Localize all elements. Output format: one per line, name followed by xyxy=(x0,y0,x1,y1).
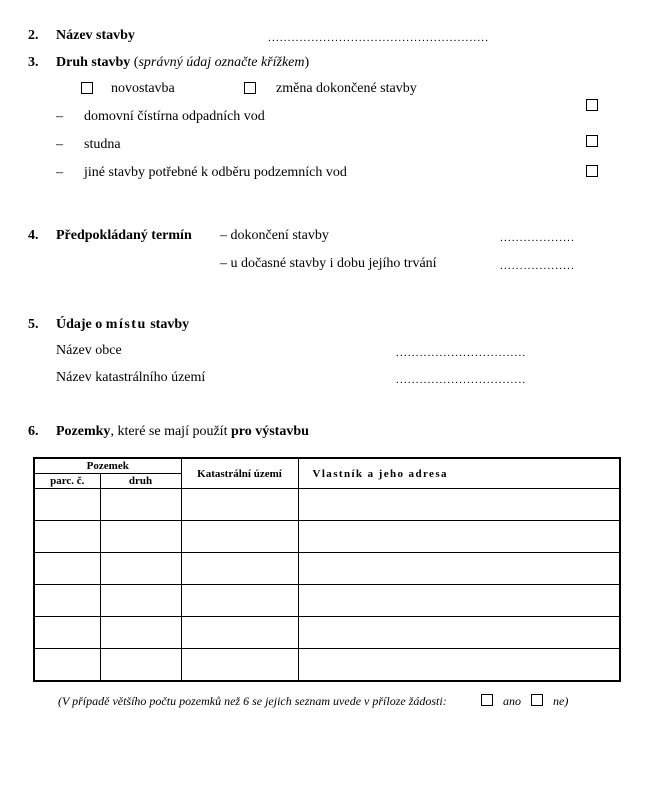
cell-parcel[interactable] xyxy=(34,649,100,681)
table-row xyxy=(34,617,620,649)
municipality-field[interactable]: ................................. xyxy=(396,347,527,359)
cell-cadastral[interactable] xyxy=(181,521,298,553)
table-row xyxy=(34,521,620,553)
plots-label: Pozemky xyxy=(56,424,111,439)
municipality-label: Název obce xyxy=(56,343,122,358)
plots-heading xyxy=(56,424,309,440)
option-wastewater-plant: domovní čístírna odpadních vod xyxy=(84,109,265,124)
change-building-label: změna dokončené stavby xyxy=(276,81,417,96)
site-info-label-a: Údaje o xyxy=(56,317,103,332)
cell-owner[interactable] xyxy=(298,521,620,553)
table-row xyxy=(34,553,620,585)
header-type: druh xyxy=(100,474,181,489)
cell-owner[interactable] xyxy=(298,585,620,617)
header-cadastral: Katastrální území xyxy=(181,458,298,489)
cell-type[interactable] xyxy=(100,617,181,649)
dash-2: – xyxy=(56,137,63,152)
cell-type[interactable] xyxy=(100,649,181,681)
building-type-hint: správný údaj označte křížkem xyxy=(138,55,305,70)
header-owner: Vlastník a jeho adresa xyxy=(298,458,620,489)
completion-field[interactable]: ................... xyxy=(500,232,576,244)
new-building-label: novostavba xyxy=(111,81,175,96)
cell-parcel[interactable] xyxy=(34,553,100,585)
checkbox-attachment-yes[interactable] xyxy=(481,694,493,706)
cadastral-area-label: Název katastrálního území xyxy=(56,370,206,385)
completion-label: – dokončení stavby xyxy=(220,228,329,243)
header-plot: Pozemek xyxy=(34,458,181,474)
plots-note: (V případě většího počtu pozemků než 6 se jejich seznam uvede v příloze žádosti: xyxy=(58,694,447,708)
temporary-duration-field[interactable]: ................... xyxy=(500,260,576,272)
building-type-heading xyxy=(56,55,309,71)
expected-date-label: Předpokládaný termín xyxy=(56,228,192,243)
cell-type[interactable] xyxy=(100,553,181,585)
cell-parcel[interactable] xyxy=(34,585,100,617)
section-5-number: 5. xyxy=(28,317,39,332)
plots-label-end: pro výstavbu xyxy=(230,424,309,439)
cell-owner[interactable] xyxy=(298,617,620,649)
cell-parcel[interactable] xyxy=(34,489,100,521)
note-no-label: ne) xyxy=(553,694,569,708)
cell-owner[interactable] xyxy=(298,649,620,681)
cell-cadastral[interactable] xyxy=(181,553,298,585)
cell-cadastral[interactable] xyxy=(181,649,298,681)
note-yes-label: ano xyxy=(503,694,521,708)
option-well: studna xyxy=(84,137,121,152)
building-name-field[interactable]: ........................................................ xyxy=(268,32,490,44)
building-name-label: Název stavby xyxy=(56,28,135,43)
cell-parcel[interactable] xyxy=(34,521,100,553)
table-row xyxy=(34,585,620,617)
section-2-number: 2. xyxy=(28,28,39,43)
section-3-number: 3. xyxy=(28,55,39,70)
table-row xyxy=(34,649,620,681)
checkbox-new-building[interactable] xyxy=(81,82,93,94)
dash-3: – xyxy=(56,165,63,180)
cell-cadastral[interactable] xyxy=(181,617,298,649)
cell-owner[interactable] xyxy=(298,553,620,585)
site-info-label-b: místu xyxy=(105,317,147,332)
plots-table xyxy=(33,457,621,682)
checkbox-wastewater-plant[interactable] xyxy=(586,99,598,111)
hint-close: ) xyxy=(304,55,310,70)
table-row xyxy=(34,489,620,521)
checkbox-other-structures[interactable] xyxy=(586,165,598,177)
cadastral-area-field[interactable]: ................................. xyxy=(396,374,527,386)
checkbox-well[interactable] xyxy=(586,135,598,147)
checkbox-attachment-no[interactable] xyxy=(531,694,543,706)
site-info-label-c: stavby xyxy=(150,317,190,332)
temporary-duration-label: – u dočasné stavby i dobu jejího trvání xyxy=(220,256,437,271)
building-type-label: Druh stavby xyxy=(56,55,131,70)
option-other-structures: jiné stavby potřebné k odběru podzemních vod xyxy=(84,165,347,180)
cell-type[interactable] xyxy=(100,489,181,521)
plots-label-middle: , které se mají použít xyxy=(110,424,231,439)
cell-cadastral[interactable] xyxy=(181,489,298,521)
cell-type[interactable] xyxy=(100,585,181,617)
site-info-label xyxy=(56,317,189,333)
cell-type[interactable] xyxy=(100,521,181,553)
cell-parcel[interactable] xyxy=(34,617,100,649)
checkbox-change-building[interactable] xyxy=(244,82,256,94)
section-4-number: 4. xyxy=(28,228,39,243)
section-6-number: 6. xyxy=(28,424,39,439)
cell-owner[interactable] xyxy=(298,489,620,521)
cell-cadastral[interactable] xyxy=(181,585,298,617)
header-parcel-number: parc. č. xyxy=(34,474,100,489)
dash-1: – xyxy=(56,109,63,124)
hint-open: ( xyxy=(133,55,139,70)
